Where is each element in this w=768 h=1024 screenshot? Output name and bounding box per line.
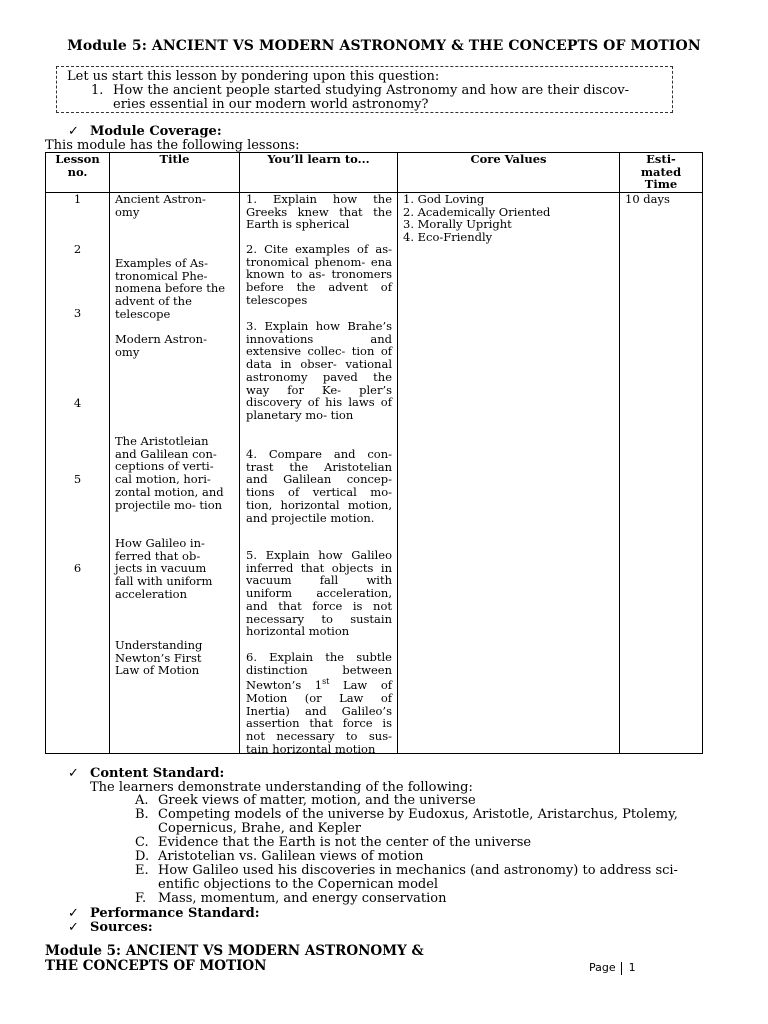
list-item-letter: B. xyxy=(135,807,149,822)
footer-title-line1: Module 5: ANCIENT VS MODERN ASTRONOMY & xyxy=(45,943,424,959)
list-item: How Galileo used his discoveries in mechanics (and astronomy) to address sci- xyxy=(158,863,678,878)
list-item-letter: D. xyxy=(135,849,150,864)
coverage-heading: Module Coverage: xyxy=(90,124,222,139)
checkmark-icon: ✓ xyxy=(68,766,79,781)
header-time-line2: mated xyxy=(640,164,682,179)
list-item: Aristotelian vs. Galilean views of motion xyxy=(158,849,424,864)
core-value: 4. Eco-Friendly xyxy=(403,230,493,245)
time-cell: 10 days xyxy=(620,193,703,754)
question-number: 1. xyxy=(91,83,104,98)
learn-item: 5. Explain how Galileo inferred that objects in vacuum fall with uniform acceleration, and that force is not necessary to sustain horizontal motion xyxy=(246,548,392,639)
header-core-values: Core Values xyxy=(398,153,620,193)
core-value: 1. God Loving xyxy=(403,192,485,206)
list-item-letter: F. xyxy=(135,891,147,906)
header-lesson-line2: no. xyxy=(67,164,88,179)
list-item-letter: A. xyxy=(135,793,149,808)
performance-standard-heading: Performance Standard: xyxy=(90,906,260,921)
checkmark-icon: ✓ xyxy=(68,124,79,139)
question-line-2: eries essential in our modern world astronomy? xyxy=(113,97,429,112)
header-time-line1: Esti- xyxy=(646,152,676,166)
footer-title xyxy=(45,944,424,974)
lesson-number: 6 xyxy=(73,561,82,575)
page-divider xyxy=(621,962,622,975)
title-cell xyxy=(110,193,240,754)
table-header-row xyxy=(46,153,703,193)
page-indicator xyxy=(589,961,636,975)
list-item-letter: C. xyxy=(135,835,149,850)
checkmark-icon: ✓ xyxy=(68,906,79,921)
question-box xyxy=(56,66,673,113)
learn-item: 2. Cite examples of as- tronomical phenom- ena known to as- tronomers before the advent of telescopes xyxy=(246,242,392,307)
header-lesson-line1: Lesson xyxy=(55,152,100,166)
lessons-table xyxy=(45,152,703,754)
learn-item: 3. Explain how Brahe’s innovations and extensive collec- tion of data in obser- vational astronomy paved the way for Ke- pler’s discovery of his laws of planetary mo- tion xyxy=(246,319,392,422)
learn-item xyxy=(246,651,392,755)
list-item: Greek views of matter, motion, and the universe xyxy=(158,793,476,808)
lesson-number: 2 xyxy=(73,242,82,256)
header-title: Title xyxy=(110,153,240,193)
core-value: 2. Academically Oriented xyxy=(403,204,551,219)
coverage-subtext: This module has the following lessons: xyxy=(45,138,300,153)
list-item: Competing models of the universe by Eudoxus, Aristotle, Aristarchus, Ptolemy, xyxy=(158,807,678,822)
lesson-title: Ancient Astron- omy xyxy=(115,192,206,219)
core-values-cell xyxy=(398,193,620,754)
checkmark-icon: ✓ xyxy=(68,920,79,935)
list-item: Mass, momentum, and energy conservation xyxy=(158,891,447,906)
list-item-cont: Copernicus, Brahe, and Kepler xyxy=(158,821,361,836)
header-time-line3: Time xyxy=(644,177,678,192)
question-text xyxy=(113,84,663,112)
lesson-number: 5 xyxy=(73,472,82,486)
lesson-number-cell xyxy=(46,193,110,754)
lesson-title: Modern Astron- omy xyxy=(115,332,207,359)
learn-item-6-before: 6. Explain the subtle distinction between Newton’s 1 xyxy=(246,650,392,693)
page-label: Page xyxy=(589,961,616,974)
question-intro: Let us start this lesson by pondering upon this question: xyxy=(67,69,440,84)
question-line-1: How the ancient people started studying Astronomy and how are their discov- xyxy=(113,83,630,98)
footer-title-line2: THE CONCEPTS OF MOTION xyxy=(45,958,267,974)
header-time xyxy=(620,153,703,193)
list-item-letter: E. xyxy=(135,863,149,878)
core-value: 3. Morally Upright xyxy=(403,217,512,232)
superscript-st: st xyxy=(322,677,330,687)
list-item-cont: entific objections to the Copernican model xyxy=(158,877,439,892)
content-standard-intro: The learners demonstrate understanding of the following: xyxy=(90,780,473,795)
lesson-number: 1 xyxy=(73,192,82,206)
list-item: Evidence that the Earth is not the center of the universe xyxy=(158,835,532,850)
learn-item: 4. Compare and con- trast the Aristotelian and Galilean concep- tions of vertical mo- tion, horizontal motion, and projectile motion. xyxy=(246,447,392,525)
page-title: Module 5: ANCIENT VS MODERN ASTRONOMY & THE CONCEPTS OF MOTION xyxy=(67,38,701,54)
lesson-number: 4 xyxy=(73,396,82,410)
learn-cell xyxy=(240,193,398,754)
lesson-title: How Galileo in- ferred that ob- jects in vacuum fall with uniform acceleration xyxy=(115,536,213,601)
lesson-number: 3 xyxy=(73,306,82,320)
lesson-title: Examples of As- tronomical Phe- nomena before the advent of the telescope xyxy=(115,256,226,321)
sources-heading: Sources: xyxy=(90,920,153,935)
content-standard-heading: Content Standard: xyxy=(90,766,225,781)
learn-item-6-after: Law of Motion (or Law of Inertia) and Galileo’s assertion that force is not necessary to sus- tain horizontal motion xyxy=(246,678,392,756)
table-row xyxy=(46,193,703,754)
lesson-title: Understanding Newton’s First Law of Motion xyxy=(115,638,203,678)
header-learn: You’ll learn to... xyxy=(240,153,398,193)
lesson-title: The Aristotleian and Galilean con- ceptions of verti- cal motion, hori- zontal motion, and projectile mo- tion xyxy=(115,434,224,512)
header-lesson-no xyxy=(46,153,110,193)
page-number: 1 xyxy=(628,961,636,974)
learn-item: 1. Explain how the Greeks knew that the Earth is spherical xyxy=(246,192,392,232)
